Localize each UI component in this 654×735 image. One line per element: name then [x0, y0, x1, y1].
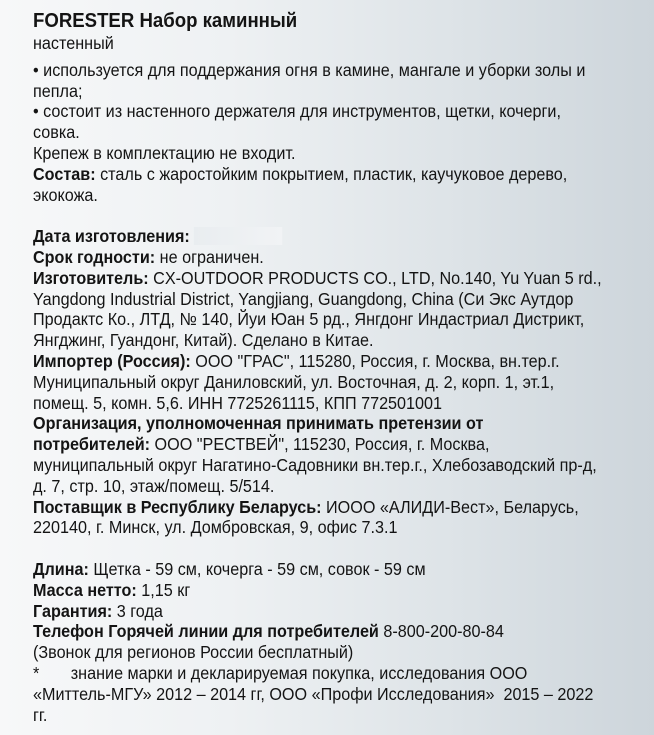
manufacturer-line	[33, 268, 602, 351]
product-info-sheet	[33, 10, 602, 725]
composition-value: сталь с жаростойким покрытием, пластик, каучуковое дерево, экокожа.	[33, 163, 568, 205]
footnote-text: знание марки и декларируемая покупка, исследования ООО «Миттель-МГУ» 2012 – 2014 гг, ООО «Профи Исследования» 2015 – 2022 гг.	[33, 662, 598, 725]
length-label: Длина:	[33, 558, 89, 579]
composition-line	[33, 164, 602, 206]
net-weight-value: 1,15 кг	[136, 579, 191, 600]
length-value: Щетка - 59 см, кочерга - 59 см, совок - 59 см	[88, 558, 426, 579]
hotline-label: Телефон Горячей линии для потребителей	[33, 621, 379, 642]
manufacture-date-blank	[194, 227, 282, 245]
manufacturer-label: Изготовитель:	[33, 267, 149, 288]
manufacture-date-line	[33, 226, 602, 247]
belarus-supplier-value: ИООО «АЛИДИ-Вест», Беларусь, 220140, г. Минск, ул. Домбровская, 9, офис 7.3.1	[33, 496, 579, 538]
warranty-label: Гарантия:	[33, 600, 113, 621]
importer-line	[33, 351, 602, 413]
bullet-item: • состоит из настенного держателя для инструментов, щетки, кочерги, совка.	[33, 101, 561, 143]
hotline-phone: 8-800-200-80-84	[378, 621, 504, 642]
manufacturer-value: CX-OUTDOOR PRODUCTS CO., LTD, No.140, Yu Yuan 5 rd., Yangdong Industrial District, Yangjiang, Guangdong, China (Си Экс Аутдор Продактс Ко., ЛТД, № 140, Йуи Юан 5 рд., Янгдонг Индастриал Дистрикт, Янгджинг, Гуандонг, Китай). Сделано в Китае.	[33, 267, 602, 351]
length-line	[33, 559, 602, 580]
product-title: FORESTER Набор каминный	[33, 10, 298, 32]
footnote-mark: *	[33, 662, 40, 683]
composition-label: Состав:	[33, 163, 96, 184]
shelf-life-line	[33, 247, 602, 268]
manufacture-date-label: Дата изготовления:	[33, 226, 190, 247]
hotline-line	[33, 621, 602, 642]
bullet-item: • используется для поддержания огня в камине, мангале и уборки золы и пепла;	[33, 59, 586, 101]
shelf-life-value: не ограничен.	[155, 246, 264, 267]
shelf-life-label: Срок годности:	[33, 246, 156, 267]
hotline-note: (Звонок для регионов России бесплатный)	[33, 642, 354, 663]
belarus-supplier-label: Поставщик в Республику Беларусь:	[33, 496, 322, 517]
warranty-line	[33, 601, 602, 622]
claims-org-label: Организация, уполномоченная принимать претензии от потребителей:	[33, 413, 484, 455]
footnote	[33, 663, 602, 725]
warranty-value: 3 года	[112, 600, 163, 621]
product-subtitle: настенный	[33, 33, 114, 53]
importer-value: ООО "ГРАС", 115280, Россия, г. Москва, вн.тер.г. Муниципальный округ Даниловский, ул. Восточная, д. 2, корп. 1, эт.1, помещ. 5, комн. 5,6. ИНН 7725261115, КПП 772501001	[33, 350, 560, 413]
net-weight-line	[33, 580, 602, 601]
net-weight-label: Масса нетто:	[33, 579, 137, 600]
importer-label: Импортер (Россия):	[33, 350, 191, 371]
mount-note: Крепеж в комплектацию не входит.	[33, 142, 296, 163]
belarus-supplier-line	[33, 497, 602, 539]
claims-org-value: ООО "РЕСТВЕЙ", 115230, Россия, г. Москва, муниципальный округ Нагатино-Садовники вн.тер.г., Хлебозаводский пр-д, д. 7, стр. 10, этаж/помещ. 5/514.	[33, 434, 597, 496]
claims-org-line	[33, 413, 602, 496]
